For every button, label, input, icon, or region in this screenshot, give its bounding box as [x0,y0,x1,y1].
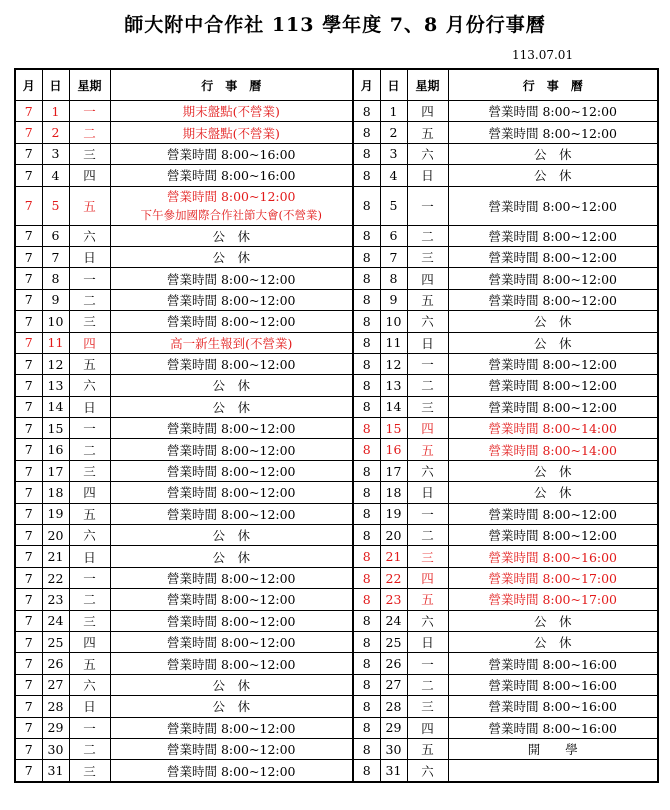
event-cell: 公 休 [110,674,353,695]
weekday-cell: 二 [69,439,110,460]
day-cell: 17 [42,460,69,481]
event-cell: 營業時間 8:00~12:00 [448,525,658,546]
day-cell: 15 [380,418,407,439]
weekday-cell: 四 [69,332,110,353]
day-cell: 23 [42,589,69,610]
event-cell: 營業時間 8:00~12:00 [448,396,658,417]
weekday-cell: 一 [69,418,110,439]
event-cell: 營業時間 8:00~12:00 [448,101,658,122]
month-cell: 8 [353,610,380,631]
day-cell: 27 [42,674,69,695]
day-cell: 21 [42,546,69,567]
day-cell: 21 [380,546,407,567]
weekday-cell: 一 [407,353,448,374]
month-cell: 8 [353,717,380,738]
month-cell: 8 [353,101,380,122]
event-cell: 營業時間 8:00~12:00 [448,503,658,524]
weekday-cell: 四 [69,482,110,503]
day-cell: 11 [380,332,407,353]
weekday-cell: 六 [407,460,448,481]
event-cell: 期末盤點(不營業) [110,122,353,143]
event-cell: 營業時間 8:00~12:00 [110,439,353,460]
table-row [15,101,658,122]
month-cell: 7 [15,122,42,143]
month-cell: 7 [15,717,42,738]
event-cell: 營業時間 8:00~12:00 [448,186,658,225]
day-cell: 3 [42,143,69,164]
event-cell: 公 休 [448,631,658,652]
month-cell: 7 [15,503,42,524]
weekday-cell: 六 [407,610,448,631]
event-cell: 營業時間 8:00~12:00 [110,460,353,481]
event-cell: 公 休 [448,143,658,164]
event-cell: 公 休 [448,165,658,186]
weekday-cell: 一 [69,101,110,122]
table-row [15,760,658,782]
weekday-cell: 二 [407,375,448,396]
month-cell: 8 [353,631,380,652]
month-cell: 7 [15,674,42,695]
event-cell [448,760,658,782]
weekday-cell: 四 [407,101,448,122]
table-row [15,332,658,353]
event-cell: 公 休 [448,482,658,503]
day-cell: 19 [380,503,407,524]
weekday-cell: 五 [69,186,110,225]
weekday-cell: 一 [407,653,448,674]
month-cell: 8 [353,503,380,524]
weekday-cell: 三 [69,610,110,631]
day-cell: 16 [380,439,407,460]
day-cell: 10 [380,311,407,332]
day-cell: 7 [42,246,69,267]
event-cell: 營業時間 8:00~14:00 [448,439,658,460]
month-cell: 8 [353,311,380,332]
table-row [15,186,658,225]
month-cell: 7 [15,589,42,610]
weekday-cell: 三 [69,760,110,782]
day-cell: 31 [380,760,407,782]
month-cell: 8 [353,268,380,289]
weekday-cell: 三 [407,246,448,267]
event-cell: 公 休 [448,332,658,353]
weekday-cell: 三 [407,546,448,567]
table-row [15,738,658,759]
calendar-table [14,68,659,783]
header-month: 月 [15,69,42,101]
weekday-cell: 日 [407,631,448,652]
day-cell: 8 [42,268,69,289]
event-cell: 營業時間 8:00~12:00 [448,289,658,310]
day-cell: 24 [42,610,69,631]
month-cell: 8 [353,122,380,143]
table-row [15,246,658,267]
month-cell: 7 [15,696,42,717]
month-cell: 8 [353,186,380,225]
table-row [15,143,658,164]
event-cell: 公 休 [110,396,353,417]
table-row [15,122,658,143]
weekday-cell: 五 [69,353,110,374]
event-cell: 營業時間 8:00~12:00 [110,610,353,631]
event-cell: 營業時間 8:00~16:00 [448,717,658,738]
weekday-cell: 一 [69,567,110,588]
month-cell: 7 [15,418,42,439]
weekday-cell: 六 [69,375,110,396]
day-cell: 1 [380,101,407,122]
weekday-cell: 二 [69,289,110,310]
month-cell: 8 [353,375,380,396]
month-cell: 8 [353,460,380,481]
day-cell: 2 [42,122,69,143]
table-row [15,525,658,546]
day-cell: 18 [42,482,69,503]
day-cell: 20 [42,525,69,546]
event-cell: 營業時間 8:00~12:00 [110,760,353,782]
event-cell: 營業時間 8:00~16:00 [448,546,658,567]
day-cell: 29 [42,717,69,738]
event-cell: 營業時間 8:00~12:00 [110,353,353,374]
table-row [15,482,658,503]
event-note: 下午參加國際合作社節大會(不營業) [140,207,322,222]
month-cell: 8 [353,143,380,164]
day-cell: 30 [380,738,407,759]
document-date: 113.07.01 [512,48,574,62]
month-cell: 7 [15,246,42,267]
table-row [15,225,658,246]
header-events: 行 事 曆 [448,69,658,101]
event-cell: 營業時間 8:00~12:00 [448,375,658,396]
day-cell: 28 [380,696,407,717]
event-cell: 營業時間 8:00~12:00 [448,353,658,374]
event-cell: 營業時間 8:00~12:00 [110,482,353,503]
month-cell: 7 [15,460,42,481]
day-cell: 9 [380,289,407,310]
weekday-cell: 一 [69,717,110,738]
weekday-cell: 日 [407,165,448,186]
weekday-cell: 四 [407,268,448,289]
day-cell: 3 [380,143,407,164]
event-cell: 營業時間 8:00~12:00 [110,567,353,588]
month-cell: 8 [353,396,380,417]
month-cell: 7 [15,353,42,374]
event-cell: 期末盤點(不營業) [110,101,353,122]
event-cell: 公 休 [110,246,353,267]
event-cell: 營業時間 8:00~17:00 [448,567,658,588]
weekday-cell: 二 [69,589,110,610]
event-cell: 公 休 [110,696,353,717]
event-cell: 營業時間 8:00~17:00 [448,589,658,610]
table-row [15,289,658,310]
weekday-cell: 三 [69,460,110,481]
table-row [15,674,658,695]
weekday-cell: 四 [69,165,110,186]
month-cell: 8 [353,696,380,717]
event-cell: 公 休 [448,311,658,332]
day-cell: 22 [42,567,69,588]
weekday-cell: 四 [407,567,448,588]
day-cell: 12 [42,353,69,374]
table-row [15,696,658,717]
table-row [15,610,658,631]
day-cell: 10 [42,311,69,332]
weekday-cell: 六 [69,674,110,695]
month-cell: 8 [353,246,380,267]
month-cell: 7 [15,760,42,782]
day-cell: 15 [42,418,69,439]
month-cell: 8 [353,289,380,310]
month-cell: 7 [15,101,42,122]
day-cell: 9 [42,289,69,310]
table-row [15,396,658,417]
day-cell: 1 [42,101,69,122]
day-cell: 17 [380,460,407,481]
day-cell: 4 [42,165,69,186]
weekday-cell: 六 [69,525,110,546]
weekday-cell: 六 [407,760,448,782]
day-cell: 28 [42,696,69,717]
header-weekday: 星期 [69,69,110,101]
month-cell: 7 [15,482,42,503]
month-cell: 8 [353,589,380,610]
event-cell: 開 學 [448,738,658,759]
table-row [15,460,658,481]
header-row [15,69,658,101]
table-row [15,165,658,186]
event-cell: 營業時間 8:00~12:00 [448,122,658,143]
header-month: 月 [353,69,380,101]
event-cell: 營業時間 8:00~12:00 [110,311,353,332]
table-row [15,268,658,289]
event-cell: 公 休 [448,460,658,481]
weekday-cell: 日 [69,396,110,417]
event-cell: 公 休 [110,525,353,546]
day-cell: 12 [380,353,407,374]
table-row [15,353,658,374]
month-cell: 8 [353,567,380,588]
day-cell: 4 [380,165,407,186]
weekday-cell: 六 [69,225,110,246]
event-cell: 營業時間 8:00~12:00 [110,653,353,674]
day-cell: 23 [380,589,407,610]
day-cell: 6 [42,225,69,246]
event-cell: 營業時間 8:00~16:00 [110,165,353,186]
day-cell: 25 [380,631,407,652]
month-cell: 8 [353,225,380,246]
month-cell: 7 [15,567,42,588]
weekday-cell: 五 [69,503,110,524]
weekday-cell: 六 [407,311,448,332]
weekday-cell: 一 [407,186,448,225]
event-cell: 營業時間 8:00~12:00 [448,268,658,289]
table-row [15,375,658,396]
day-cell: 25 [42,631,69,652]
day-cell: 26 [42,653,69,674]
month-cell: 8 [353,760,380,782]
day-cell: 30 [42,738,69,759]
month-cell: 7 [15,610,42,631]
header-day: 日 [42,69,69,101]
event-cell [110,186,353,225]
month-cell: 7 [15,546,42,567]
event-cell: 營業時間 8:00~12:00 [110,738,353,759]
day-cell: 6 [380,225,407,246]
weekday-cell: 日 [69,546,110,567]
weekday-cell: 日 [69,246,110,267]
day-cell: 19 [42,503,69,524]
day-cell: 2 [380,122,407,143]
month-cell: 8 [353,482,380,503]
event-cell: 營業時間 8:00~14:00 [448,418,658,439]
day-cell: 20 [380,525,407,546]
day-cell: 22 [380,567,407,588]
event-cell: 營業時間 8:00~12:00 [110,631,353,652]
page-title: 師大附中合作社 113 學年度 7、8 月份行事曆 [124,14,546,36]
month-cell: 8 [353,674,380,695]
month-cell: 7 [15,653,42,674]
month-cell: 8 [353,525,380,546]
weekday-cell: 二 [407,525,448,546]
header-day: 日 [380,69,407,101]
day-cell: 5 [380,186,407,225]
event-cell: 公 休 [448,610,658,631]
day-cell: 13 [380,375,407,396]
weekday-cell: 三 [69,143,110,164]
month-cell: 7 [15,396,42,417]
day-cell: 7 [380,246,407,267]
weekday-cell: 二 [407,674,448,695]
month-cell: 7 [15,225,42,246]
month-cell: 7 [15,375,42,396]
event-cell: 營業時間 8:00~16:00 [448,653,658,674]
month-cell: 7 [15,332,42,353]
table-row [15,717,658,738]
weekday-cell: 五 [407,289,448,310]
weekday-cell: 四 [407,717,448,738]
event-cell: 營業時間 8:00~12:00 [110,589,353,610]
event-cell: 公 休 [110,546,353,567]
event-cell: 營業時間 8:00~12:00 [448,246,658,267]
month-cell: 7 [15,525,42,546]
weekday-cell: 一 [407,503,448,524]
month-cell: 7 [15,738,42,759]
table-row [15,631,658,652]
weekday-cell: 五 [407,738,448,759]
weekday-cell: 三 [407,696,448,717]
table-row [15,589,658,610]
month-cell: 8 [353,653,380,674]
event-cell: 公 休 [110,375,353,396]
month-cell: 7 [15,165,42,186]
weekday-cell: 五 [407,439,448,460]
weekday-cell: 日 [407,482,448,503]
day-cell: 24 [380,610,407,631]
day-cell: 5 [42,186,69,225]
weekday-cell: 二 [69,738,110,759]
day-cell: 18 [380,482,407,503]
weekday-cell: 三 [69,311,110,332]
weekday-cell: 五 [407,589,448,610]
table-row [15,546,658,567]
weekday-cell: 四 [407,418,448,439]
event-cell: 營業時間 8:00~12:00 [110,717,353,738]
month-cell: 7 [15,439,42,460]
day-cell: 14 [42,396,69,417]
event-cell: 高一新生報到(不營業) [110,332,353,353]
day-cell: 26 [380,653,407,674]
weekday-cell: 五 [407,122,448,143]
month-cell: 7 [15,631,42,652]
day-cell: 29 [380,717,407,738]
table-row [15,653,658,674]
event-cell: 營業時間 8:00~12:00 [110,503,353,524]
month-cell: 7 [15,311,42,332]
weekday-cell: 二 [407,225,448,246]
month-cell: 7 [15,268,42,289]
header-events: 行 事 曆 [110,69,353,101]
event-cell: 營業時間 8:00~12:00 [110,418,353,439]
event-cell: 營業時間 8:00~12:00 [110,268,353,289]
weekday-cell: 日 [69,696,110,717]
weekday-cell: 四 [69,631,110,652]
day-cell: 13 [42,375,69,396]
event-cell: 公 休 [110,225,353,246]
table-row [15,311,658,332]
day-cell: 8 [380,268,407,289]
month-cell: 8 [353,353,380,374]
table-row [15,418,658,439]
month-cell: 7 [15,186,42,225]
weekday-cell: 三 [407,396,448,417]
weekday-cell: 六 [407,143,448,164]
event-cell: 營業時間 8:00~16:00 [448,674,658,695]
table-row [15,503,658,524]
month-cell: 8 [353,738,380,759]
event-cell: 營業時間 8:00~16:00 [110,143,353,164]
day-cell: 11 [42,332,69,353]
month-cell: 8 [353,418,380,439]
month-cell: 8 [353,439,380,460]
day-cell: 27 [380,674,407,695]
weekday-cell: 日 [407,332,448,353]
table-row [15,439,658,460]
month-cell: 8 [353,332,380,353]
weekday-cell: 二 [69,122,110,143]
month-cell: 8 [353,165,380,186]
event-cell: 營業時間 8:00~12:00 [448,225,658,246]
event-line: 營業時間 8:00~12:00 [166,188,296,204]
day-cell: 31 [42,760,69,782]
weekday-cell: 一 [69,268,110,289]
day-cell: 16 [42,439,69,460]
weekday-cell: 五 [69,653,110,674]
table-row [15,567,658,588]
event-cell: 營業時間 8:00~16:00 [448,696,658,717]
event-cell: 營業時間 8:00~12:00 [110,289,353,310]
day-cell: 14 [380,396,407,417]
month-cell: 7 [15,143,42,164]
month-cell: 8 [353,546,380,567]
header-weekday: 星期 [407,69,448,101]
month-cell: 7 [15,289,42,310]
